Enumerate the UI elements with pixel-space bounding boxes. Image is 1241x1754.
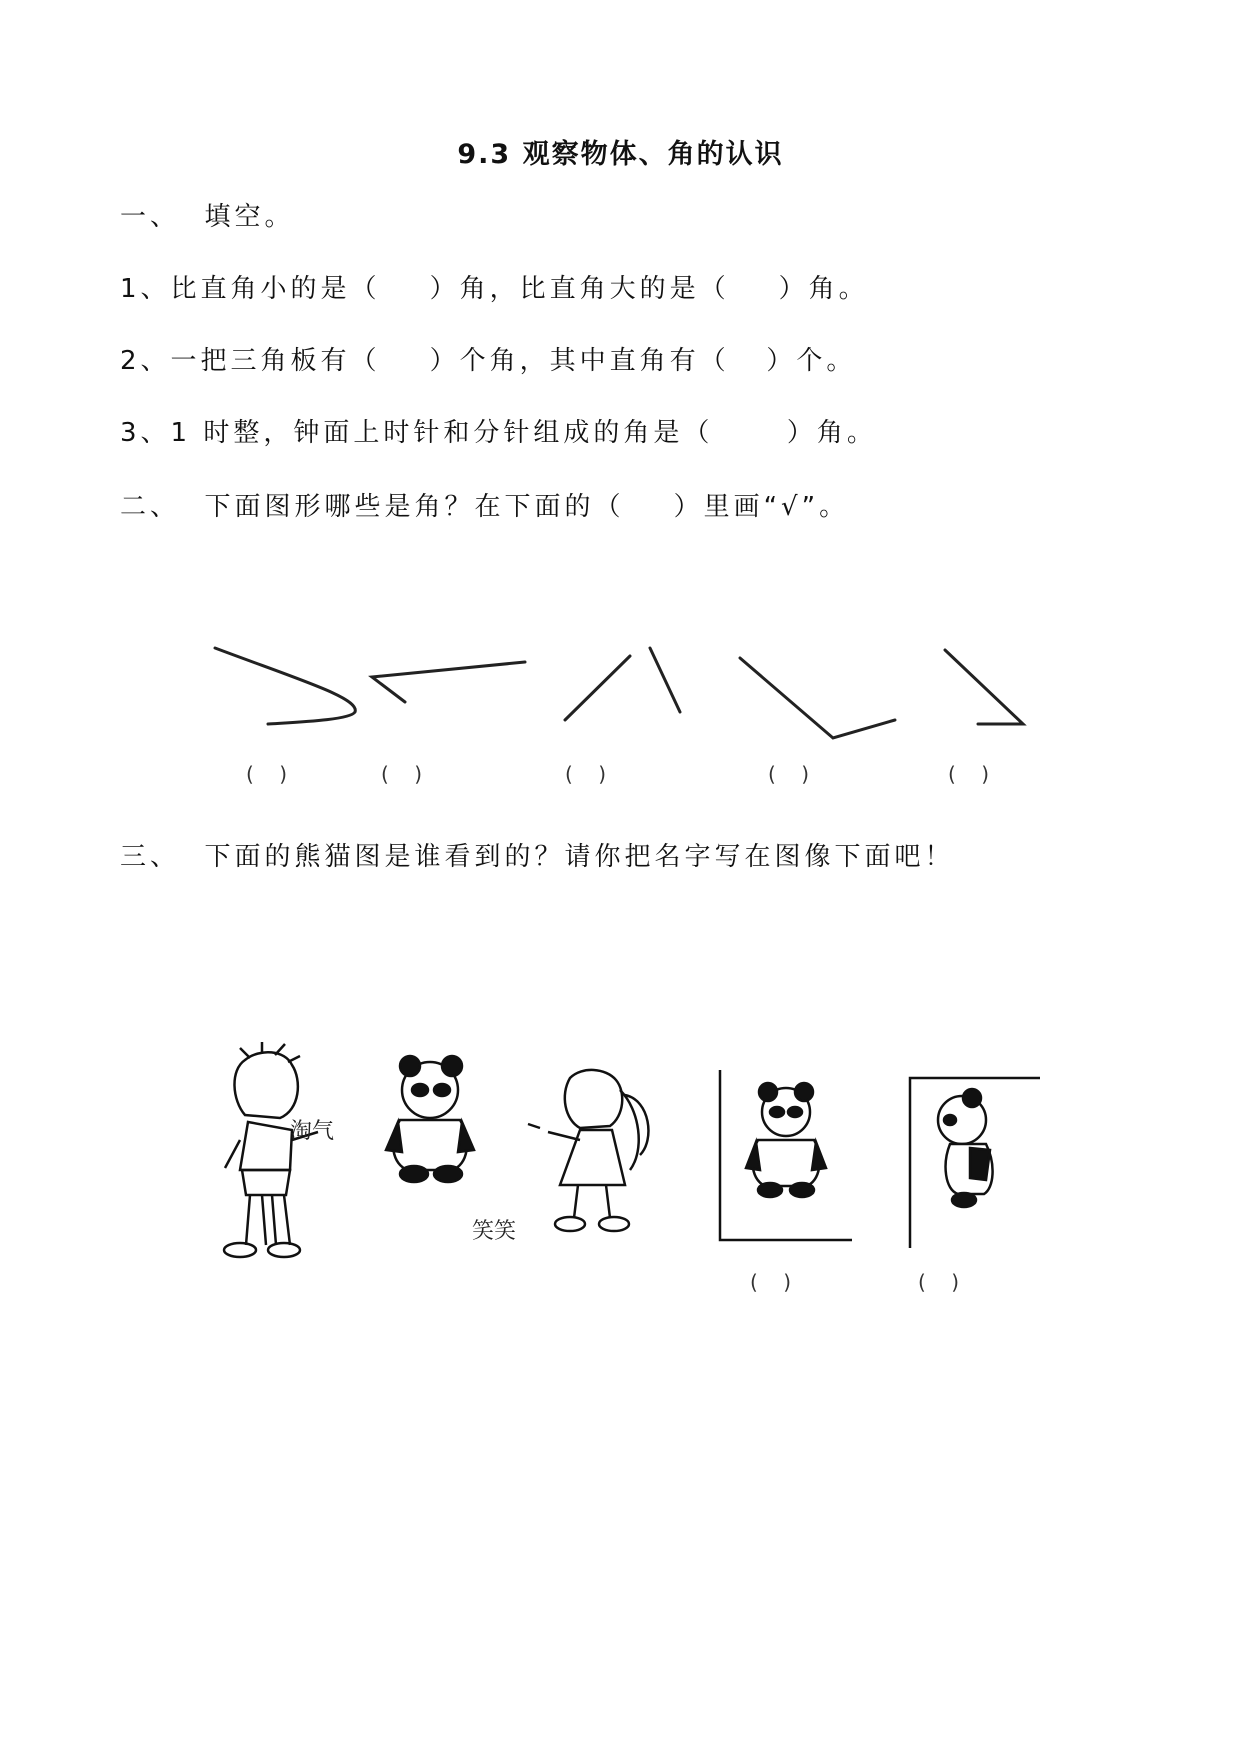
figure-3-left-line — [565, 656, 630, 720]
section2-heading: 二、 下面图形哪些是角？在下面的（ ）里画“√”。 — [120, 492, 850, 522]
question-2: 2、一把三角板有（ ）个角，其中直角有（ ）个。 — [120, 346, 857, 376]
view-box-front — [720, 1070, 852, 1240]
figure-4-angle — [740, 658, 895, 738]
section3-heading: 三、 下面的熊猫图是谁看到的？请你把名字写在图像下面吧！ — [120, 842, 955, 872]
figure-3-blank[interactable]: ( ) — [565, 762, 607, 786]
figure-2-angle — [372, 662, 525, 702]
panda-scene — [0, 1040, 1241, 1300]
page-title: 9.3 观察物体、角的认识 — [457, 139, 784, 170]
boy-name-label: 淘气 — [290, 1119, 335, 1144]
boy-illustration — [224, 1042, 318, 1257]
figure-4-blank[interactable]: ( ) — [768, 762, 810, 786]
girl-name-label: 笑笑 — [472, 1219, 517, 1244]
figure-1-curve — [215, 648, 355, 724]
angle-figures — [0, 620, 1241, 740]
panda-front-illustration — [386, 1056, 474, 1182]
question-3: 3、1 时整，钟面上时针和分针组成的角是（ ）角。 — [120, 418, 877, 448]
figure-1-blank[interactable]: ( ) — [246, 762, 288, 786]
girl-illustration — [528, 1070, 648, 1231]
figure-3-right-line — [650, 648, 680, 712]
question-1: 1、比直角小的是（ ）角，比直角大的是（ ）角。 — [120, 274, 869, 304]
figure-5-angle — [945, 650, 1023, 724]
section1-heading: 一、 填空。 — [120, 202, 295, 232]
view-front-blank[interactable]: ( ) — [750, 1270, 792, 1294]
figure-2-blank[interactable]: ( ) — [381, 762, 423, 786]
view-side-blank[interactable]: ( ) — [918, 1270, 960, 1294]
figure-5-blank[interactable]: ( ) — [948, 762, 990, 786]
view-box-side — [910, 1078, 1040, 1248]
